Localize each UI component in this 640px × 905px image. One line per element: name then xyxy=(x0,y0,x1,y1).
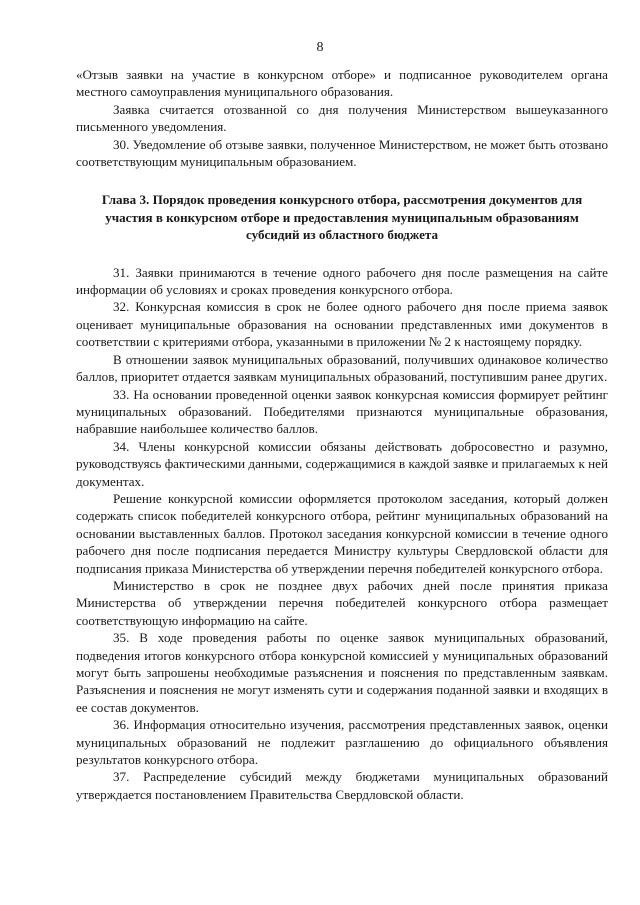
paragraph-continuation: «Отзыв заявки на участие в конкурсном отборе» и подписанное руководителем органа местного самоуправления муниципального образования. xyxy=(76,67,608,100)
paragraph: В отношении заявок муниципальных образований, получивших одинаковое количество баллов, приоритет отдается заявкам муниципальных образований, поступившим ранее других. xyxy=(76,351,608,385)
paragraph-item-35: 35. В ходе проведения работы по оценке заявок муниципальных образований, подведения итогов конкурсного отбора конкурсной комиссией у муниципальных образований могут быть запрошены необходимые разъяснения и пояснения по представленным заявкам. Разъяснения и пояснения не могут изменять сути и содержания поданной заявки и входящих в ее состав документов. xyxy=(76,630,608,715)
paragraph-item-31: 31. Заявки принимаются в течение одного рабочего дня после размещения на сайте информации об условиях и сроках проведения конкурсного отбора. xyxy=(76,264,608,298)
paragraph-item-37: 37. Распределение субсидий между бюджетами муниципальных образований утверждается постановлением Правительства Свердловской области. xyxy=(76,769,608,802)
paragraph-item-33: 33. На основании проведенной оценки заявок конкурсная комиссия формирует рейтинг муниципальных образований. Победителями признаются муниципальные образования, набравшие наибольшее количество баллов. xyxy=(76,386,608,437)
paragraph: Решение конкурсной комиссии оформляется протоколом заседания, который должен содержать список победителей конкурсного отбора, рейтинг муниципальных образований на основании выставленных баллов. Протокол заседания конкурсной комиссии в течение одного рабочего дня после подписания передается Министру культуры Свердловской области для подписания приказа Министерства об утверждении перечня победителей конкурсного отбора. xyxy=(76,490,608,576)
paragraph: Министерство в срок не позднее двух рабочих дней после принятия приказа Министерства об утверждении перечня победителей конкурсного отбора размещает соответствующую информацию на сайте. xyxy=(76,577,608,628)
page-number: 8 xyxy=(316,40,324,55)
paragraph-item-36: 36. Информация относительно изучения, рассмотрения представленных заявок, оценки муниципальных образований не подлежит разглашению до официального объявления результатов конкурсного отбора. xyxy=(76,717,608,768)
chapter-heading: Глава 3. Порядок проведения конкурсного отбора, рассмотрения документов для участия в конкурсном отборе и предоставления муниципальным образованиям субсидий из областного бюджета xyxy=(101,192,583,243)
paragraph-item-34: 34. Члены конкурсной комиссии обязаны действовать добросовестно и разумно, руководствуясь фактическими данными, содержащимися в каждой заявке и прилагаемых к ней документах. xyxy=(76,438,608,489)
paragraph-item-32: 32. Конкурсная комиссия в срок не более одного рабочего дня после приема заявок оценивает муниципальные образования на основании представленных ими документов в соответствии с критериями отбора, указанными в приложении № 2 к настоящему порядку. xyxy=(76,299,608,350)
document-body xyxy=(76,66,608,803)
paragraph: Заявка считается отозванной со дня получения Министерством вышеуказанного письменного уведомления. xyxy=(76,101,608,135)
paragraph-item-30: 30. Уведомление об отзыве заявки, полученное Министерством, не может быть отозвано соответствующим муниципальным образованием. xyxy=(76,136,608,170)
